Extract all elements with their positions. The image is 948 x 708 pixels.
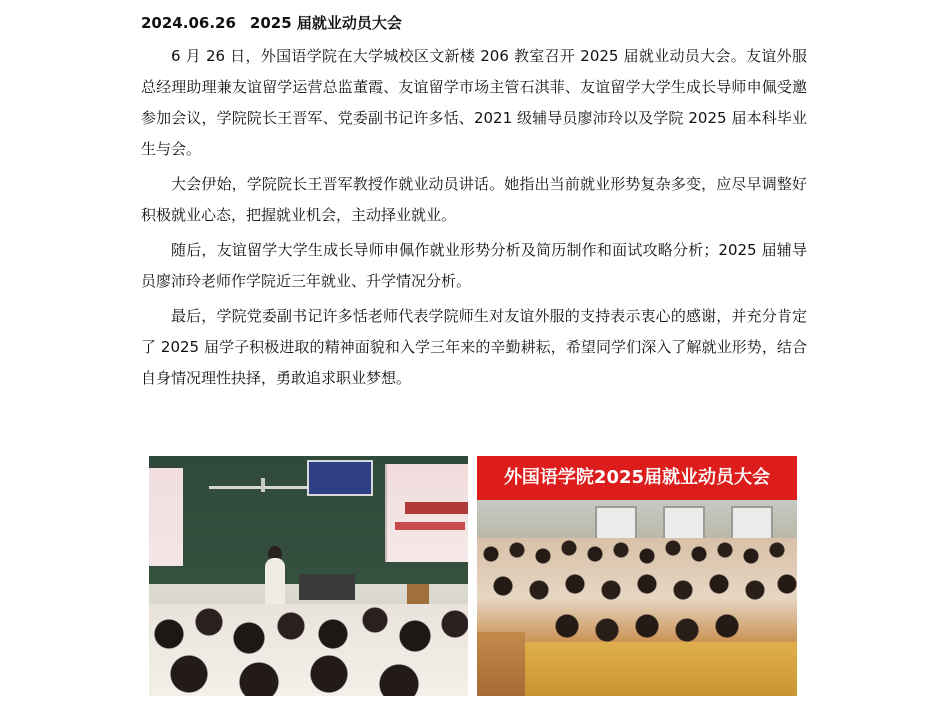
article-headline (141, 0, 807, 34)
audience-students (149, 604, 468, 696)
article-title: 2025 届就业动员大会 (249, 14, 402, 32)
article-date: 2024.06.26 (141, 14, 236, 32)
event-banner-title: 外国语学院2025届就业动员大会 (503, 467, 771, 488)
projection-screen-left (149, 468, 183, 566)
meeting-classroom-photo (149, 456, 468, 696)
projection-screen-right (385, 464, 468, 562)
article-paragraph-1: 6 月 26 日，外国语学院在大学城校区文新楼 206 教室召开 2025 届就业动员大会。友谊外服总经理助理兼友谊留学运营总监董霞、友谊留学市场主管石淇菲、友谊留学大学生成长导师申佩受邀参加会议，学院院长王晋军、党委副书记许多恬、2021 级辅导员廖沛玲以及学院 2025 届本科毕业生与会。 (141, 47, 807, 158)
article-paragraph-4: 最后，学院党委副书记许多恬老师代表学院师生对友谊外服的支持表示衷心的感谢，并充分肯定了 2025 届学子积极进取的精神面貌和入学三年来的辛勤耕耘，希望同学们深入了解就业形势，结合自身情况理性抉择，勇敢追求职业梦想。 (141, 307, 807, 387)
article-paragraph-2: 大会伊始，学院院长王晋军教授作就业动员讲话。她指出当前就业形势复杂多变，应尽早调整好积极就业心态，把握就业机会，主动择业就业。 (141, 175, 807, 224)
slide-subtitle-bar (395, 522, 465, 530)
slide-title-bar (405, 502, 468, 514)
article-paragraph-3: 随后，友谊留学大学生成长导师申佩作就业形势分析及简历制作和面试攻略分析；2025 届辅导员廖沛玲老师作学院近三年就业、升学情况分析。 (141, 241, 807, 290)
group-photo (477, 456, 797, 696)
side-desk (477, 632, 525, 696)
photo-gallery (149, 456, 797, 696)
lecture-podium (299, 574, 355, 600)
news-article (141, 0, 807, 394)
front-desk (525, 642, 797, 696)
school-logo-sign (307, 460, 373, 496)
speaker-figure (265, 558, 285, 610)
ceiling-fan-rod (261, 478, 265, 492)
graduating-students-group (477, 538, 797, 646)
